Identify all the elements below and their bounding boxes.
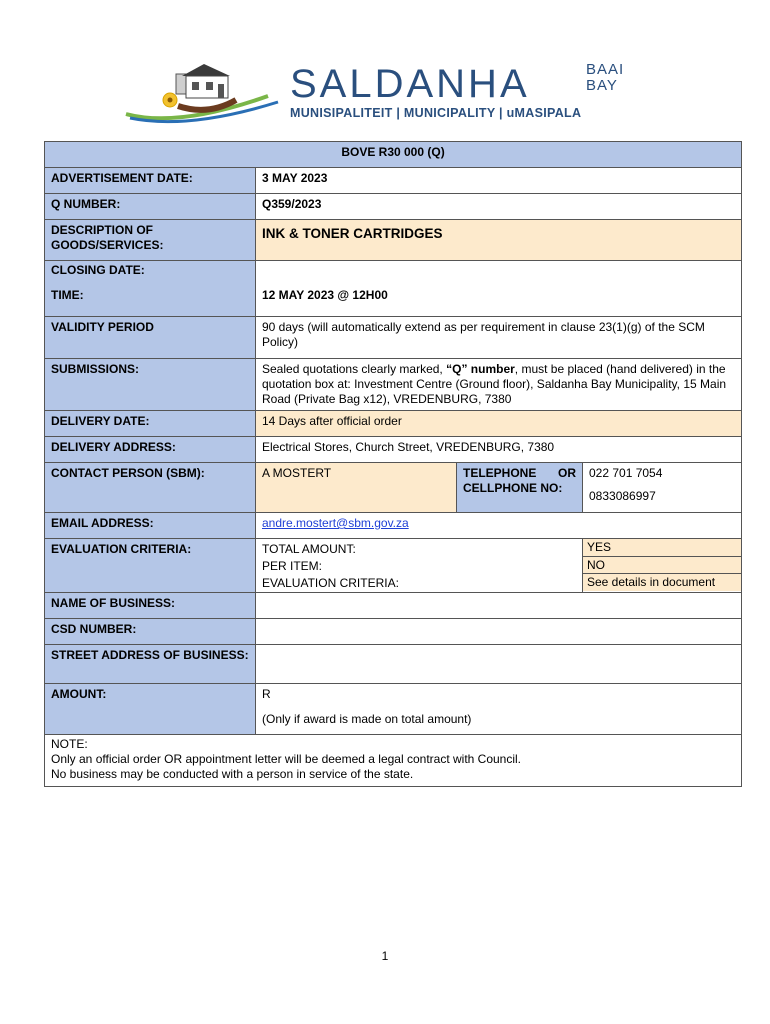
- logo-wordmark: SALDANHA: [290, 62, 530, 106]
- contact-value: A MOSTERT: [256, 463, 457, 513]
- note-cell: [45, 735, 742, 787]
- contact-label: CONTACT PERSON (SBM):: [45, 463, 256, 513]
- cellphone-value: 0833086997: [589, 489, 656, 503]
- email-value-cell: [256, 513, 742, 539]
- evaluation-label: EVALUATION CRITERIA:: [45, 539, 256, 593]
- phone-value-cell: [583, 463, 742, 513]
- quotation-form-table: [44, 141, 742, 787]
- submissions-label: SUBMISSIONS:: [45, 359, 256, 411]
- note-line-1: Only an official order OR appointment letter will be deemed a legal contract with Council.: [51, 752, 522, 766]
- evaluation-details-value: See details in document: [583, 574, 741, 591]
- delivery-date-label: DELIVERY DATE:: [45, 411, 256, 437]
- telephone-value: 022 701 7054: [589, 466, 663, 480]
- street-address-label: STREET ADDRESS OF BUSINESS:: [45, 645, 256, 684]
- logo-baai-bay: BAAI BAY: [586, 61, 625, 94]
- business-name-label: NAME OF BUSINESS:: [45, 593, 256, 619]
- logo-tagline: MUNISIPALITEIT | MUNICIPALITY | uMASIPALA: [290, 106, 582, 120]
- submissions-value: Sealed quotations clearly marked, “Q” number, must be placed (hand delivered) in the quotation box at: Investment Centre (Ground floor), Saldanha Bay Municipality, 15 Main Road (Private Bag x12), VREDENBURG, 7380: [256, 359, 742, 411]
- street-address-field[interactable]: [256, 645, 742, 684]
- description-value: INK & TONER CARTRIDGES: [256, 220, 742, 261]
- amount-note: (Only if award is made on total amount): [262, 712, 472, 726]
- evaluation-values-cell: [583, 539, 742, 593]
- municipality-logo: [118, 56, 638, 126]
- page-number: 1: [381, 949, 389, 963]
- advertisement-date-value: 3 MAY 2023: [256, 168, 742, 194]
- amount-cell[interactable]: [256, 684, 742, 735]
- email-label: EMAIL ADDRESS:: [45, 513, 256, 539]
- delivery-date-value: 14 Days after official order: [256, 411, 742, 437]
- time-value: 12 MAY 2023 @ 12H00: [262, 288, 388, 302]
- house-emblem-icon: [118, 56, 288, 126]
- evaluation-criteria-label: EVALUATION CRITERIA:: [262, 576, 399, 590]
- validity-label: VALIDITY PERIOD: [45, 317, 256, 359]
- q-number-label: Q NUMBER:: [45, 194, 256, 220]
- business-name-field[interactable]: [256, 593, 742, 619]
- evaluation-items-cell: [256, 539, 583, 593]
- delivery-address-label: DELIVERY ADDRESS:: [45, 437, 256, 463]
- evaluation-per-item-label: PER ITEM:: [262, 559, 323, 573]
- closing-time-label-cell: [45, 261, 256, 317]
- email-link[interactable]: andre.mostert@sbm.gov.za: [262, 516, 409, 530]
- evaluation-total-value: YES: [583, 539, 741, 557]
- csd-number-field[interactable]: [256, 619, 742, 645]
- delivery-address-value: Electrical Stores, Church Street, VREDENBURG, 7380: [256, 437, 742, 463]
- evaluation-per-item-value: NO: [583, 557, 741, 574]
- form-header: BOVE R30 000 (Q): [45, 142, 742, 168]
- closing-date-label: CLOSING DATE:: [51, 263, 145, 277]
- note-line-2: No business may be conducted with a person in service of the state.: [51, 767, 414, 781]
- amount-label: AMOUNT:: [45, 684, 256, 735]
- phone-label: TELEPHONE OR CELLPHONE NO:: [457, 463, 583, 513]
- time-label: TIME:: [51, 288, 84, 302]
- q-number-value: Q359/2023: [256, 194, 742, 220]
- amount-currency: R: [262, 687, 271, 701]
- note-title: NOTE:: [51, 737, 88, 751]
- validity-value: 90 days (will automatically extend as per requirement in clause 23(1)(g) of the SCM Policy): [256, 317, 742, 359]
- advertisement-date-label: ADVERTISEMENT DATE:: [45, 168, 256, 194]
- csd-number-label: CSD NUMBER:: [45, 619, 256, 645]
- description-label: DESCRIPTION OF GOODS/SERVICES:: [45, 220, 256, 261]
- closing-time-value-cell: [256, 261, 742, 317]
- evaluation-total-label: TOTAL AMOUNT:: [262, 542, 356, 556]
